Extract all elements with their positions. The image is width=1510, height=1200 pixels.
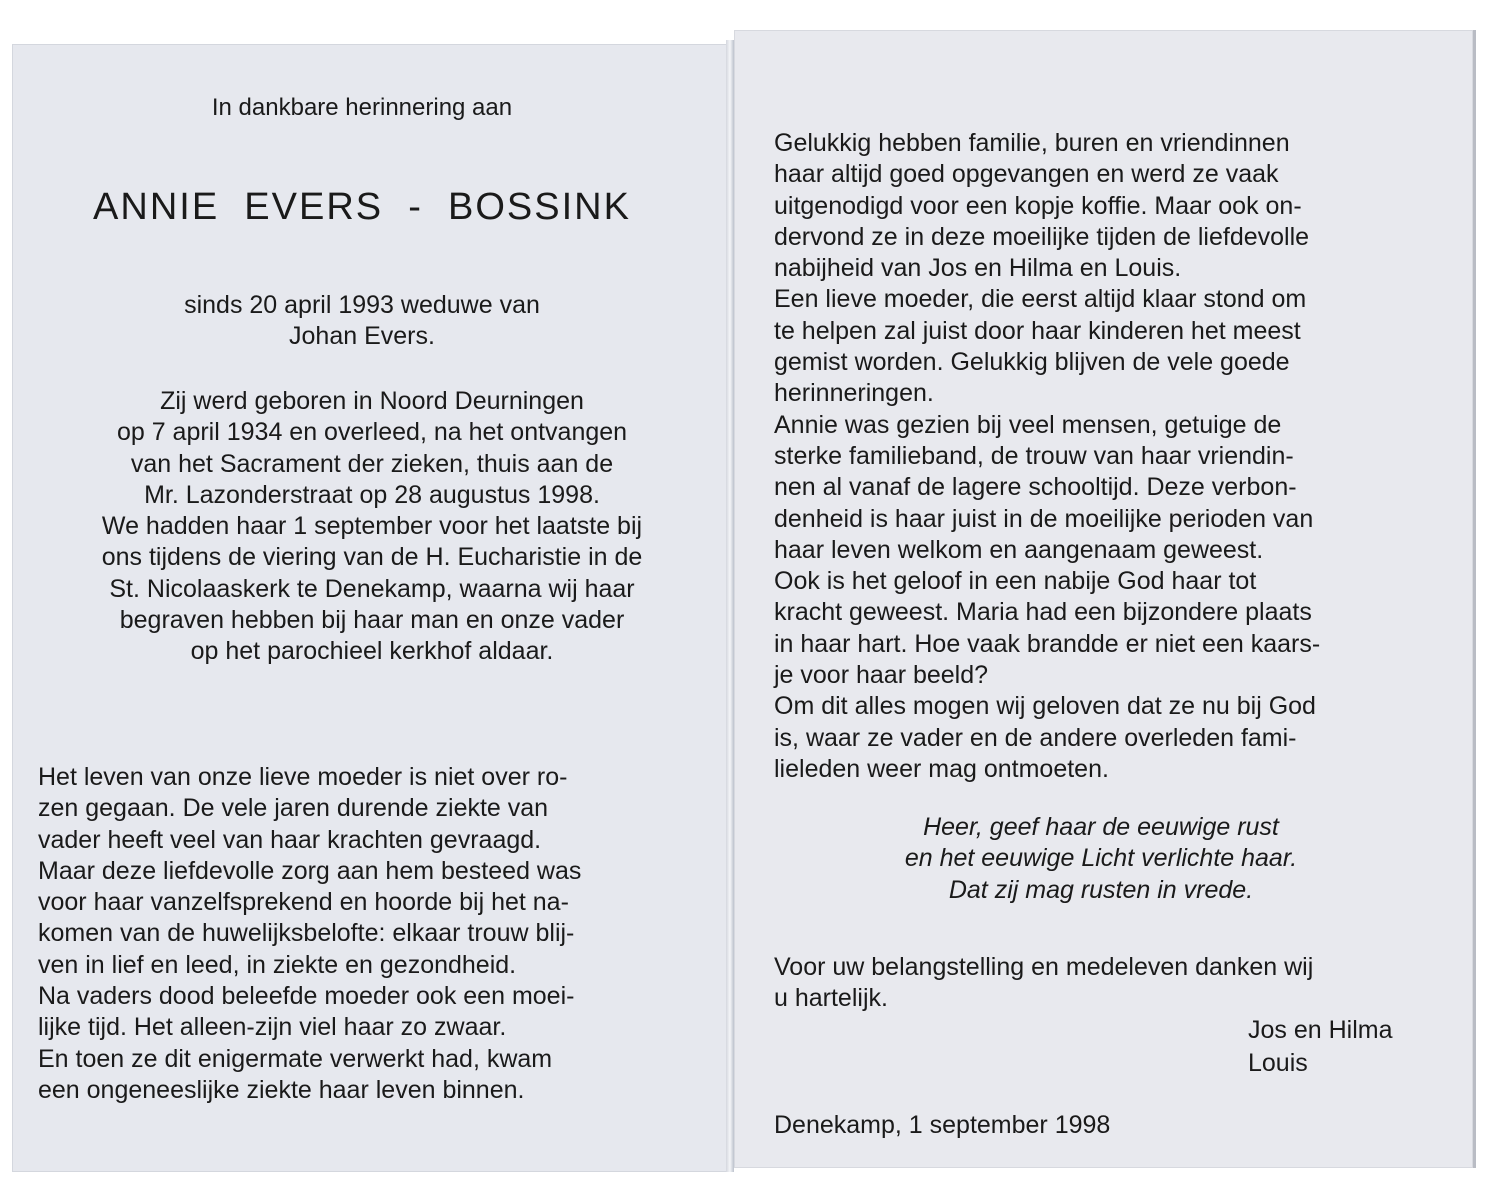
text-line: sterke familieband, de trouw van haar vriendin- (774, 441, 1294, 470)
thanks-paragraph (774, 952, 1428, 1015)
card-right-page (734, 30, 1476, 1168)
life-paragraph (38, 762, 692, 1106)
text-line: Zij werd geboren in Noord Deurningen (160, 387, 584, 415)
text-line: herinneringen. (774, 379, 934, 408)
text-line: u hartelijk. (774, 984, 888, 1013)
text-line: sinds 20 april 1993 weduwe van (184, 291, 540, 319)
text-line: denheid is haar juist in de moeilijke perioden van (774, 504, 1314, 533)
deceased-name: ANNIE EVERS - BOSSINK (93, 186, 631, 228)
memory-paragraph (774, 128, 1428, 785)
text-line: Johan Evers. (289, 322, 435, 351)
text-line: haar altijd goed opgevangen en werd ze vaak (774, 160, 1279, 189)
text-line: Maar deze liefdevolle zorg aan hem besteed was (38, 856, 582, 885)
text-line: in haar hart. Hoe vaak brandde er niet een kaars- (774, 629, 1321, 658)
text-line: We hadden haar 1 september voor het laatste bij (101, 512, 643, 541)
text-line: Om dit alles mogen wij geloven dat ze nu bij God (774, 692, 1316, 721)
text-line: Het leven van onze lieve moeder is niet over ro- (38, 763, 568, 791)
text-line: En toen ze dit enigermate verwerkt had, kwam (38, 1044, 553, 1073)
text-line: ons tijdens de viering van de H. Eucharistie in de (101, 543, 643, 572)
text-line: lieleden weer mag ontmoeten. (774, 754, 1109, 783)
text-line: dervond ze in deze moeilijke tijden de liefdevolle (774, 222, 1310, 251)
text-line: je voor haar beeld? (774, 661, 989, 690)
text-line: nen al vanaf de lagere schooltijd. Deze verbon- (774, 473, 1297, 502)
text-line: is, waar ze vader en de andere overleden fami- (774, 723, 1297, 752)
text-line: kracht geweest. Maria had een bijzondere plaats (774, 598, 1312, 627)
widow-paragraph (12, 290, 712, 353)
text-line: en het eeuwige Licht verlichte haar. (904, 844, 1298, 873)
text-line: Voor uw belangstelling en medeleven danken wij (774, 953, 1314, 981)
biography-paragraph (42, 386, 702, 668)
card-left-page (12, 44, 728, 1172)
text-line: gemist worden. Gelukkig blijven de vele goede (774, 348, 1290, 377)
text-line: op 7 april 1934 en overleed, na het ontvangen (116, 418, 628, 447)
text-line: op het parochieel kerkhof aldaar. (190, 637, 554, 666)
text-line: nabijheid van Jos en Hilma en Louis. (774, 254, 1182, 283)
text-line: begraven hebben bij haar man en onze vader (119, 606, 625, 635)
text-line: komen van de huwelijksbelofte: elkaar trouw blij- (38, 919, 575, 948)
text-line: Een lieve moeder, die eerst altijd klaar stond om (774, 285, 1307, 314)
text-line: een ongeneeslijke ziekte haar leven binnen. (38, 1075, 525, 1104)
text-line: haar leven welkom en aangenaam geweest. (774, 535, 1264, 564)
text-line: Mr. Lazonderstraat op 28 augustus 1998. (144, 480, 600, 509)
text-line: te helpen zal juist door haar kinderen het meest (774, 316, 1301, 345)
text-line: St. Nicolaaskerk te Denekamp, waarna wij haar (109, 574, 635, 603)
text-line: uitgenodigd voor een kopje koffie. Maar ook on- (774, 191, 1302, 220)
text-line: Gelukkig hebben familie, buren en vriendinnen (774, 129, 1290, 157)
text-line: van het Sacrament der zieken, thuis aan de (130, 449, 614, 478)
text-line: Ook is het geloof in een nabije God haar tot (774, 567, 1257, 596)
text-line: voor haar vanzelfsprekend en hoorde bij het na- (38, 888, 569, 917)
text-line: Jos en Hilma (1248, 1016, 1393, 1044)
place-date: Denekamp, 1 september 1998 (774, 1111, 1111, 1139)
text-line: ven in lief en leed, in ziekte en gezondheid. (38, 950, 517, 979)
text-line: Heer, geef haar de eeuwige rust (923, 813, 1279, 841)
card-fold (726, 40, 734, 1172)
text-line: Na vaders dood beleefde moeder ook een moei- (38, 982, 575, 1011)
text-line: Louis (1248, 1049, 1308, 1077)
prayer-verse (774, 812, 1428, 906)
family-signature (1248, 1014, 1448, 1080)
text-line: zen gegaan. De vele jaren durende ziekte van (38, 794, 549, 823)
text-line: Annie was gezien bij veel mensen, getuige de (774, 410, 1282, 439)
text-line: Dat zij mag rusten in vrede. (948, 875, 1254, 904)
text-line: lijke tijd. Het alleen-zijn viel haar zo zwaar. (38, 1013, 507, 1042)
intro-line: In dankbare herinnering aan (211, 94, 513, 121)
text-line: vader heeft veel van haar krachten gevraagd. (38, 825, 542, 854)
